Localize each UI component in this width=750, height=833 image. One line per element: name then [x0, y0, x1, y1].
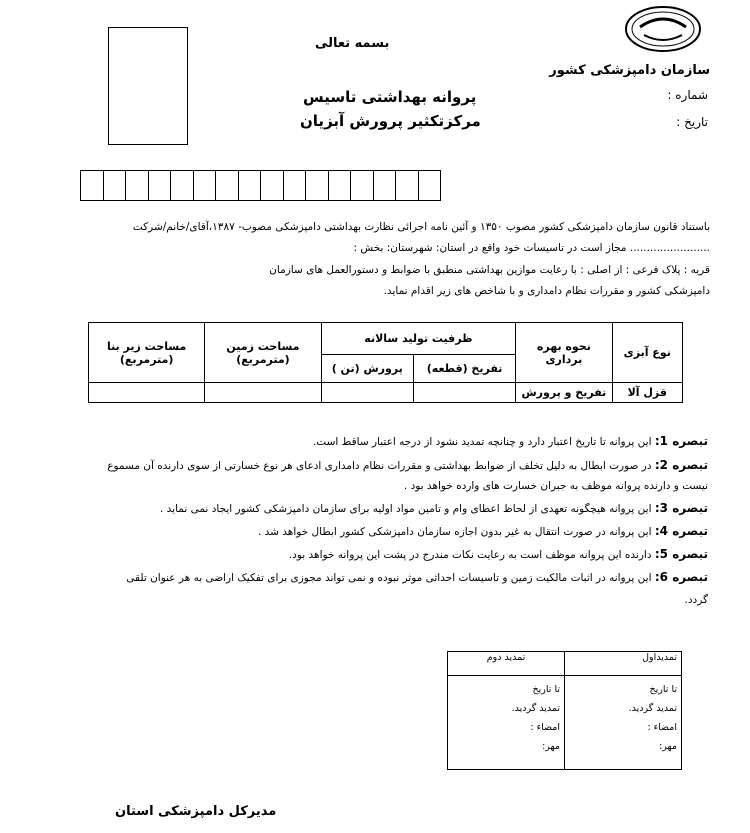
note-3: [160, 501, 708, 515]
org-name: سازمان دامپزشکی کشور: [549, 63, 710, 78]
body-line-4: دامپزشکی کشور و مقررات نظام دامداری و با شاخص های زیر اقدام نماید.: [383, 285, 710, 297]
note-5: [289, 547, 708, 561]
header-hatching: تفریخ (قطعه): [413, 355, 515, 383]
header-annual-capacity: ظرفیت تولید سالانه: [321, 323, 516, 355]
license-number-boxes: [80, 170, 441, 201]
header-operation-method: نحوه بهره برداری: [516, 323, 612, 383]
note-4-label: تبصره 4:: [654, 524, 708, 538]
basmala: بسمه تعالی: [315, 36, 390, 51]
header-building-area: مساحت زیر بنا (مترمربع): [89, 323, 205, 383]
body-line-2: ........................ مجاز است در تاسیسات خود واقع در استان: شهرستان: بخش :: [353, 242, 710, 254]
ext1-seal: مهر:: [659, 741, 677, 752]
manager-signature-title: مدیرکل دامپزشکی استان: [115, 804, 277, 819]
note-6: [126, 570, 708, 584]
license-title: پروانه بهداشتی تاسیس: [303, 88, 477, 106]
note-6-text: این پروانه در اثبات مالکیت زمین و تاسیسات احداثی موثر نبوده و نمی تواند مجوزی برای تفکیک اراضی به هر عنوان تلقی: [126, 572, 652, 584]
note-1-text: این پروانه تا تاریخ اعتبار دارد و چنانچه تمدید نشود از درجه اعتبار ساقط است.: [312, 436, 652, 448]
note-2: [107, 458, 708, 472]
note-2-cont: نیست و دارنده پروانه موظف به جبران خسارت های وارده خواهد بود .: [403, 480, 708, 492]
header-aquatic-type: نوع آبزی: [612, 323, 682, 383]
header-land-area: مساحت زمین (مترمربع): [205, 323, 321, 383]
note-1: [313, 434, 708, 448]
note-2-label: تبصره 2:: [654, 458, 708, 472]
note-3-text: این پروانه هیچگونه تعهدی از لحاظ اعطای وام و تامین مواد اولیه برای سازمان دامپزشکی کشور ایجاد نمی نماید .: [159, 503, 652, 515]
ext1-sign: امضاء :: [647, 722, 677, 733]
jahad-logo-icon: [624, 5, 702, 53]
note-3-label: تبصره 3:: [654, 501, 708, 515]
cell-aquatic-type: قزل آلا: [612, 383, 682, 403]
ext1-until: تا تاریخ: [649, 684, 677, 695]
ext2-seal: مهر:: [542, 741, 560, 752]
note-5-label: تبصره 5:: [654, 547, 708, 561]
cell-growing: [321, 383, 413, 403]
extension-first-header: تمدیداول: [565, 652, 682, 676]
ext1-renewed: تمدید گردید.: [628, 703, 677, 714]
ext2-until: تا تاریخ: [532, 684, 560, 695]
header-growing: پرورش (تن ): [321, 355, 413, 383]
date-label: تاریخ :: [676, 115, 708, 129]
photo-box: [108, 27, 188, 145]
note-1-label: تبصره 1:: [654, 434, 708, 448]
license-table: [88, 322, 683, 403]
cell-building-area: [89, 383, 205, 403]
extension-second-body: [448, 676, 565, 770]
cell-hatching: [413, 383, 515, 403]
extension-second-header: تمدید دوم: [448, 652, 565, 676]
extension-table: [447, 651, 682, 770]
note-5-text: دارنده این پروانه موظف است به رعایت نکات مندرج در پشت این پروانه خواهد بود.: [288, 549, 652, 561]
note-4: [258, 524, 708, 538]
extension-first-body: [565, 676, 682, 770]
center-title: مرکزتکثیر پرورش آبزیان: [300, 112, 481, 130]
note-6-label: تبصره 6:: [654, 570, 708, 584]
ext2-renewed: تمدید گردید.: [511, 703, 560, 714]
body-line-3: قریه : پلاک فرعی : از اصلی : با رعایت موازین بهداشتی منطبق با ضوابط و دستورالعمل های سازمان: [269, 264, 710, 276]
ext2-sign: امضاء :: [530, 722, 560, 733]
note-4-text: این پروانه در صورت انتقال به غیر بدون اجازه سازمان دامپزشکی کشور ابطال خواهد شد .: [257, 526, 652, 538]
note-2-text: در صورت ابطال به دلیل تخلف از ضوابط بهداشتی و مقررات نظام دامداری ادعای هر نوع خسارتی از سوی دارنده آن مسموع: [107, 460, 652, 472]
body-line-1: باستناد قانون سازمان دامپزشکی کشور مصوب ۱۳۵۰ و آئین نامه اجرائی نظارت بهداشتی دامپزشکی مصوب- ۱۳۸۷،آقای/خانم/شرکت: [132, 221, 710, 233]
cell-land-area: [205, 383, 321, 403]
number-label: شماره :: [667, 88, 708, 102]
note-6-cont: گردد.: [684, 594, 708, 606]
cell-operation-method: تفریخ و پرورش: [516, 383, 612, 403]
